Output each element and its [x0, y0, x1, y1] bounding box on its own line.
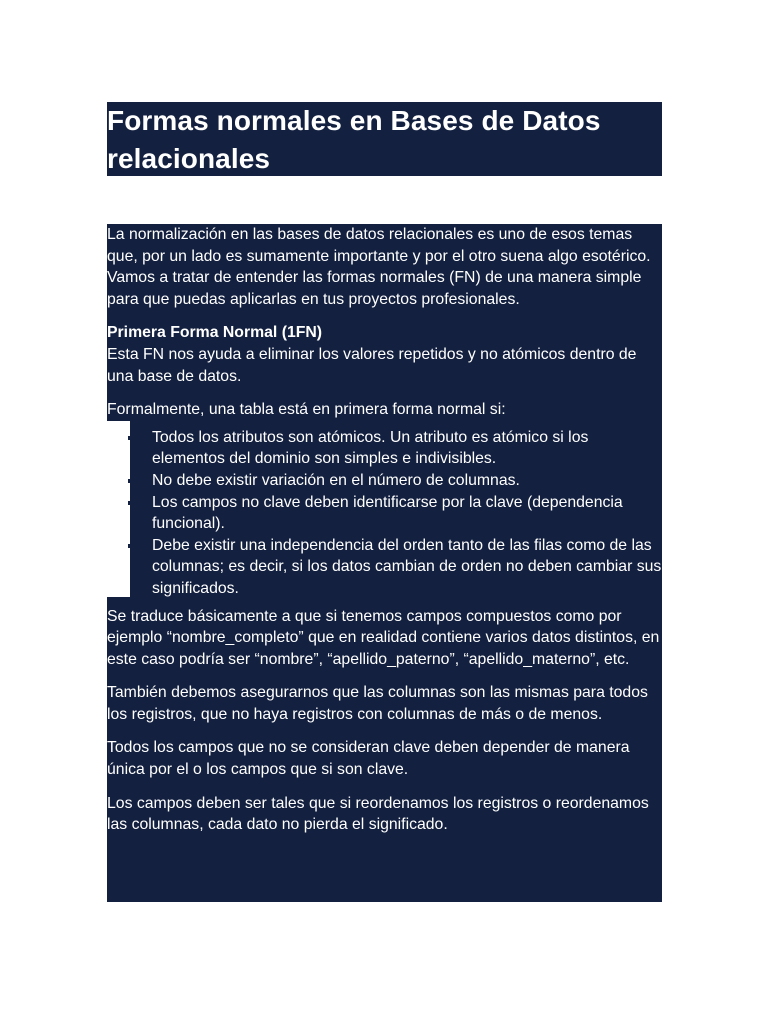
bullet-icon — [128, 544, 132, 548]
body-paragraph: Los campos deben ser tales que si reordenamos los registros o reordenamos las columnas, cada dato no pierda el significado. — [107, 794, 649, 834]
intro-paragraph: La normalización en las bases de datos relacionales es uno de esos temas que, por un lado es sumamente importante y por el otro suena algo esotérico. Vamos a tratar de entender las formas normales (FN) de una manera simple para que puedas aplicarlas en tus proyectos profesionales. — [107, 226, 651, 308]
list-gutter — [107, 421, 130, 597]
list-item — [152, 427, 662, 470]
body-paragraph: Todos los campos que no se consideran clave deben depender de manera única por el o los campos que si son clave. — [107, 739, 630, 779]
formal-intro: Formalmente, una tabla está en primera forma normal si: — [107, 401, 506, 419]
list-item-text: Todos los atributos son atómicos. Un atributo es atómico si los elementos del dominio son simples e indivisibles. — [152, 428, 589, 468]
list-item — [152, 470, 662, 492]
section-text: Esta FN nos ayuda a eliminar los valores repetidos y no atómicos dentro de una base de datos. — [107, 345, 637, 385]
bullet-icon — [128, 436, 132, 440]
list-item-text: No debe existir variación en el número de columnas. — [152, 471, 520, 489]
body-paragraph: Se traduce básicamente a que si tenemos campos compuestos como por ejemplo “nombre_completo” que en realidad contiene varios datos distintos, en este caso podría ser “nombre”, “apellido_paterno”, “apellido_materno”, etc. — [107, 607, 660, 668]
criteria-list — [107, 427, 662, 600]
bullet-icon — [128, 479, 132, 483]
list-item — [152, 535, 662, 600]
body-paragraph: También debemos asegurarnos que las columnas son las mismas para todos los registros, que no haya registros con columnas de más o de menos. — [107, 684, 648, 723]
list-item-text: Debe existir una independencia del orden tanto de las filas como de las columnas; es decir, si los datos cambian de orden no deben cambiar sus significados. — [152, 536, 662, 597]
bullet-icon — [128, 501, 132, 505]
list-item — [152, 492, 662, 535]
criteria-list-wrap — [107, 427, 662, 600]
section-block — [107, 322, 662, 387]
page-title: Formas normales en Bases de Datos relacionales — [107, 105, 601, 174]
body-highlight — [107, 224, 662, 902]
title-highlight — [107, 102, 662, 176]
section-heading: Primera Forma Normal (1FN) — [107, 324, 323, 342]
list-item-text: Los campos no clave deben identificarse por la clave (dependencia funcional). — [152, 493, 623, 533]
